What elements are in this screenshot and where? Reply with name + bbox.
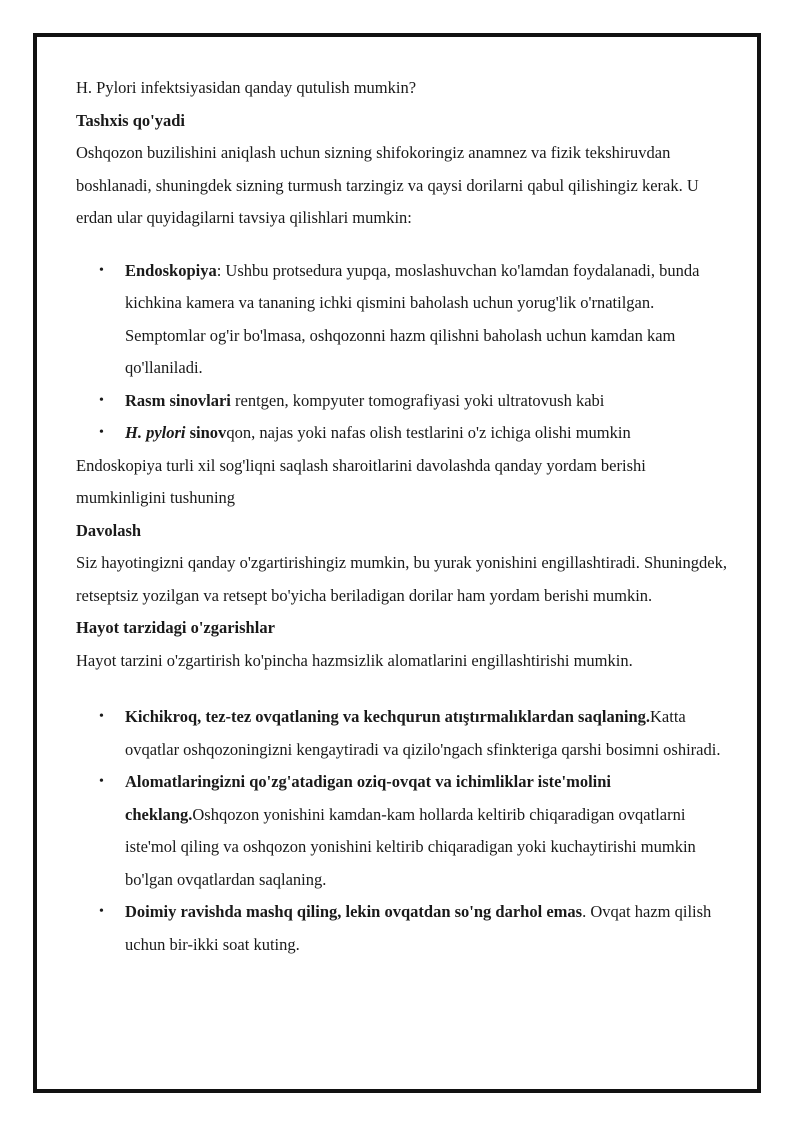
list-item-text: . Ovqat hazm qilish uchun bir-ikki soat kuting.: [125, 902, 712, 954]
treatment-heading: Davolash: [76, 520, 142, 540]
bullet-icon: •: [99, 262, 104, 278]
list-item-term: Kichikroq, tez-tez ovqatlaning va kechqurun atıştırmalıklardan saqlaning.: [125, 707, 651, 726]
bullet-icon: •: [99, 709, 104, 724]
lifestyle-paragraph: Hayot tarzini o'zgartirish ko'pincha hazmsizlik alomatlarini engillashtirishi mumkin.: [76, 650, 633, 670]
treatment-paragraph: Siz hayotingizni qanday o'zgartirishingiz mumkin, bu yurak yonishini engillashtiradi. Shuningdek, retseptsiz yozilgan va retsept bo'yicha beriladigan dorilar ham yordam berishi mumkin.: [76, 553, 727, 605]
list-item: [76, 255, 736, 385]
bullet-icon: •: [99, 425, 104, 440]
bullet-icon: •: [99, 392, 104, 408]
bullet-icon: •: [99, 774, 104, 789]
diagnosis-after-list: Endoskopiya turli xil sog'liqni saqlash sharoitlarini davolashda qanday yordam berishi mumkinligini tushuning: [76, 455, 646, 507]
list-item-term: Alomatlaringizni qo'zg'atadigan oziq-ovqat va ichimliklar iste'molini cheklang.: [125, 772, 612, 824]
list-item-term: Doimiy ravishda mashq qiling, lekin ovqatdan so'ng darhol emas: [125, 902, 583, 921]
diagnosis-list: [76, 255, 736, 450]
list-item: [76, 701, 736, 766]
document-body: [76, 72, 736, 961]
intro-question: H. Pylori infektsiyasidan qanday qutulish mumkin?: [76, 78, 417, 97]
list-item-text: : Ushbu protsedura yupqa, moslashuvchan ko'lamdan foydalanadi, bunda kichkina kamera va tananing ichki qismini baholash uchun yorug'lik o'rnatilgan. Semptomlar og'ir bo'lmasa, oshqozonni hazm qilishni baholash uchun kamdan kam qo'llaniladi.: [125, 260, 700, 377]
list-item-term: sinov: [185, 423, 227, 442]
list-item-term: Endoskopiya: [125, 260, 217, 280]
list-item: [76, 766, 736, 896]
list-item-term: Rasm sinovlari: [125, 390, 231, 410]
list-item-text: qon, najas yoki nafas olish testlarini o'z ichiga olishi mumkin: [226, 423, 631, 442]
list-item-term-italic: H. pylori: [125, 423, 186, 442]
lifestyle-heading: Hayot tarzidagi o'zgarishlar: [76, 618, 275, 637]
list-item: [76, 385, 736, 418]
list-item-text: rentgen, kompyuter tomografiyasi yoki ultratovush kabi: [230, 390, 605, 410]
bullet-icon: •: [99, 904, 104, 919]
list-item: [76, 896, 736, 961]
lifestyle-list: [76, 701, 736, 961]
list-item-text: Katta ovqatlar oshqozoningizni kengaytiradi va qizilo'ngach sfinkteriga qarshi bosimni oshiradi.: [125, 707, 721, 759]
list-item-text: Oshqozon yonishini kamdan-kam hollarda keltirib chiqaradigan ovqatlarni iste'mol qiling va oshqozon yonishini keltirib chiqaradigan yoki kuchaytirishi mumkin bo'lgan ovqatlardan saqlaning.: [125, 804, 696, 889]
list-item: [76, 417, 736, 450]
diagnosis-heading: Tashxis qo'yadi: [76, 110, 185, 130]
diagnosis-paragraph: Oshqozon buzilishini aniqlash uchun sizning shifokoringiz anamnez va fizik tekshiruvdan boshlanadi, shuningdek sizning turmush tarzingiz va qaysi dorilarni qabul qilishingiz kerak. U erdan ular quyidagilarni tavsiya qilishlari mumkin:: [76, 143, 699, 227]
